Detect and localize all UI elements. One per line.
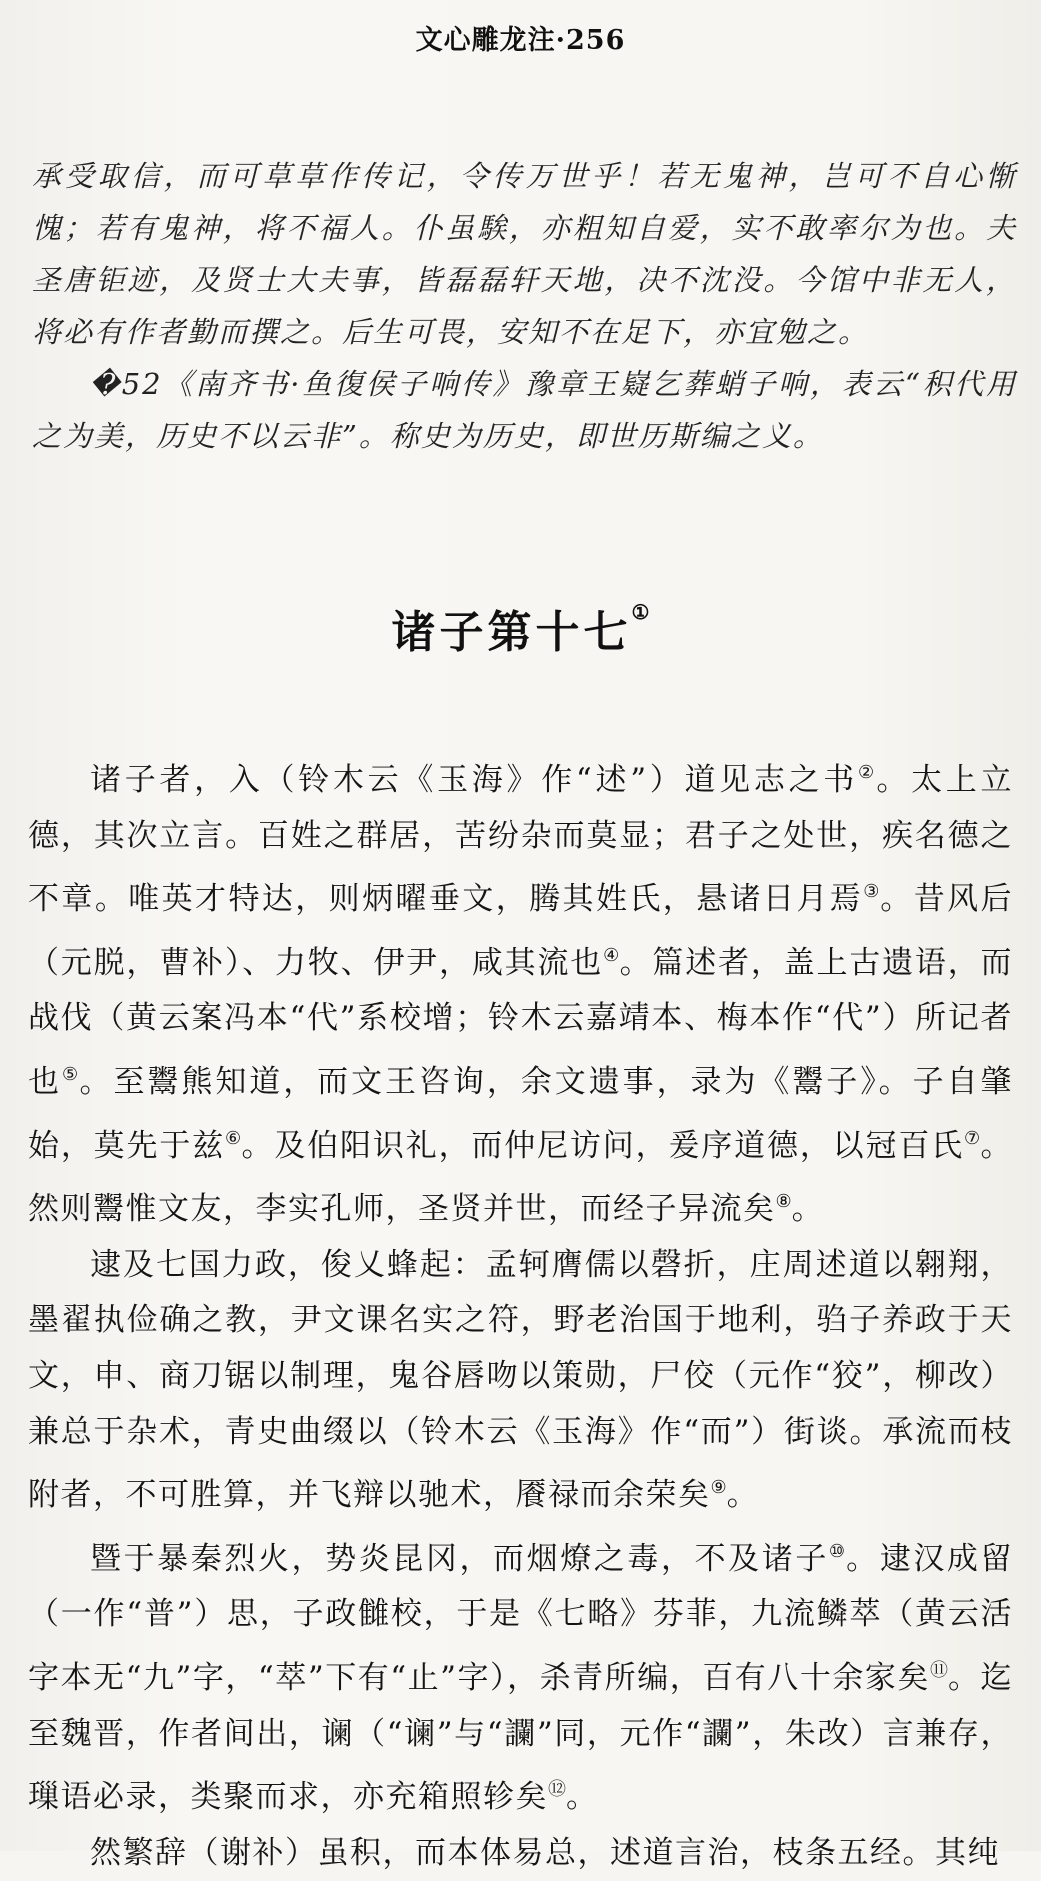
note-52: �52《南齐书·鱼復侯子响传》豫章王嶷乞葬蛸子响，表云“积代用之为美，历史不以云非”。称史为历史，即世历斯编之义。 [32, 367, 1017, 453]
text-run: 。然则鬻惟文友，李实孔师，圣贤并世，而经子异流矣 [28, 1127, 1014, 1228]
notes-section [32, 150, 1017, 462]
show-through-text [40, 470, 784, 510]
text-run: 暨于暴秦烈火，势炎昆冈，而烟燎之毒，不及诸子 [90, 1540, 829, 1577]
footnote-marker: ⑧ [775, 1191, 792, 1213]
text-run: 然繁辞（谢补）虽积，而本体易总，述道言治，枝条五经。其纯 [90, 1834, 1000, 1871]
text-run: 。 [726, 1477, 760, 1514]
text-run: 。迄至魏晋，作者间出，谰（“谰”与“讕”同，元作“讕”，朱改）言兼存，璅语必录，类聚而求，亦充箱照轸矣 [28, 1659, 1013, 1816]
paragraph-1 [28, 745, 1013, 1238]
text-run: 。及伯阳识礼，而仲尼访问，爰序道德，以冠百氏 [241, 1127, 965, 1164]
footnote-marker: ⑥ [225, 1127, 242, 1149]
paragraph-4 [28, 1826, 1013, 1881]
footnote-marker: ⑦ [964, 1127, 981, 1149]
chapter-title [0, 596, 1041, 660]
chapter-title-note-marker: ① [631, 600, 650, 624]
footnote-marker: ③ [863, 881, 881, 903]
footnote-marker: ④ [603, 944, 620, 966]
text-run: 。 [566, 1779, 599, 1816]
footnote-marker: ⑤ [61, 1063, 80, 1085]
text-run: 。昔风后（元脱，曹补）、力牧、伊尹，咸其流也 [28, 881, 1014, 981]
paragraph-2 [28, 1238, 1013, 1524]
text-run: 。太上立德，其次立言。百姓之群居，苦纷杂而莫显；君子之处世，疾名德之不章。唯英才特达，则炳曜垂文，腾其姓氏，悬诸日月焉 [28, 762, 1014, 918]
text-run: 。篇述者，盖上古遗语，而战伐（黄云案冯本“代”系校增；铃木云嘉靖本、梅本作“代”）所记者也 [28, 944, 1014, 1100]
footnote-marker: ⑩ [828, 1540, 847, 1562]
paragraph-3 [28, 1524, 1013, 1826]
footnote-marker: ⑫ [548, 1779, 566, 1801]
text-run: 诸子者，入（铃木云《玉海》作“述”）道见志之书 [90, 762, 859, 798]
footnote-marker: ② [858, 762, 877, 783]
footnote-marker: ⑨ [710, 1477, 727, 1499]
text-run: 逮及七国力政，俊乂蜂起：孟轲膺儒以磬折，庄周述道以翱翔，墨翟执俭确之教，尹文课名实之符，野老治国于地利，驺子养政于天文，申、商刀锯以制理，鬼谷唇吻以策勋，尸佼（元作“狡”，柳改）兼总于杂术，青史曲缀以（铃木云《玉海》作“而”）街谈。承流而枝附者，不可胜算，并飞辩以驰术，餍禄而余荣矣 [28, 1246, 1013, 1514]
text-run: 。 [791, 1191, 825, 1228]
chapter-title-text: 诸子第十七 [391, 607, 632, 658]
body-text [28, 745, 1013, 1881]
text-run: 。逮汉成留（一作“普”）思，子政雠校，于是《七略》芬菲，九流鳞萃（黄云活字本无“九”字，“萃”下有“止”字），杀青所编，百有八十余家矣 [28, 1540, 1014, 1696]
footnote-marker: ⑪ [929, 1659, 948, 1681]
running-head: 文心雕龙注·256 [415, 25, 626, 56]
text-run: 。至鬻熊知道，而文王咨询，余文遗事，录为《鬻子》。子自肇始，莫先于兹 [28, 1063, 1014, 1164]
note-continuation: 承受取信，而可草草作传记，令传万世乎！若无鬼神，岂可不自心惭愧；若有鬼神，将不福人。仆虽騃，亦粗知自爱，实不敢率尔为也。夫圣唐钜迹，及贤士大夫事，皆磊磊轩天地，决不沈没。今馆中非无人，将必有作者勤而撰之。后生可畏，安知不在足下，亦宜勉之。 [32, 159, 1017, 349]
